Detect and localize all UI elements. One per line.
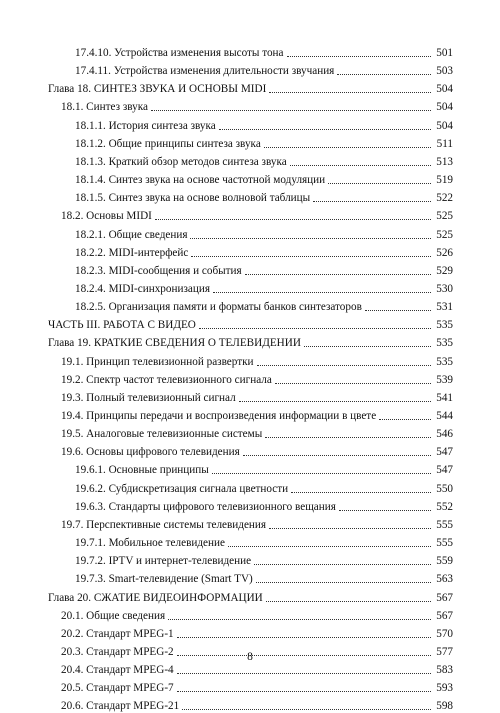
toc-entry <box>75 185 453 205</box>
toc-entry-page: 593 <box>436 682 453 695</box>
toc-entry <box>61 512 453 532</box>
page-number: 8 <box>247 651 253 663</box>
toc-entry <box>48 312 453 332</box>
toc-entry <box>75 548 453 568</box>
dot-leader <box>264 147 431 148</box>
dot-leader <box>228 546 431 547</box>
toc-entry <box>75 113 453 133</box>
toc-entry <box>61 367 453 387</box>
toc-entry-page: 583 <box>436 664 453 677</box>
toc-entry-title: 18.2.1. Общие сведения <box>75 228 188 241</box>
toc-entry <box>75 222 453 242</box>
toc-entry-title: 19.5. Аналоговые телевизионные системы <box>61 428 263 441</box>
toc-entry <box>75 167 453 187</box>
toc-entry-page: 567 <box>436 591 453 604</box>
dot-leader <box>313 201 431 202</box>
toc-entry-page: 570 <box>436 627 453 640</box>
toc-entry <box>75 494 453 514</box>
dot-leader <box>199 328 431 329</box>
toc-entry-page: 541 <box>436 391 453 404</box>
toc-entry <box>61 439 453 459</box>
toc-entry-page: 504 <box>436 83 453 96</box>
dot-leader <box>212 473 431 474</box>
toc-entry <box>75 294 453 314</box>
toc-entry-page: 503 <box>436 65 453 78</box>
toc-entry-title: 20.6. Стандарт MPEG-21 <box>61 700 180 713</box>
toc-entry-title: 19.6.3. Стандарты цифрового телевизионного вещания <box>75 500 336 513</box>
dot-leader <box>177 673 431 674</box>
toc-entry-title: 19.7. Перспективные системы телевидения <box>61 518 267 531</box>
toc-entry-title: 19.7.2. IPTV и интернет-телевидение <box>75 555 252 568</box>
toc-entry-title: 19.7.3. Smart-телевидение (Smart TV) <box>75 573 253 586</box>
toc-entry-page: 539 <box>436 373 453 386</box>
dot-leader <box>182 709 431 710</box>
toc-entry-title: 18.1.5. Синтез звука на основе волновой таблицы <box>75 192 311 205</box>
toc-entry <box>61 94 453 114</box>
toc-entry-title: 18.1.1. История синтеза звука <box>75 119 216 132</box>
toc-entry-title: 20.5. Стандарт MPEG-7 <box>61 682 174 695</box>
toc-entry-title: 18.2.4. MIDI-синхронизация <box>75 282 210 295</box>
toc-entry <box>75 40 453 60</box>
toc-entry-title: 17.4.10. Устройства изменения высоты тона <box>75 47 284 59</box>
toc-entry-page: 546 <box>436 428 453 441</box>
toc-entry-page: 526 <box>436 246 453 259</box>
dot-leader <box>257 365 431 366</box>
dot-leader <box>219 129 431 130</box>
toc-entry <box>75 240 453 260</box>
toc-entry-page: 547 <box>436 464 453 477</box>
toc-entry <box>75 476 453 496</box>
toc-entry-page: 522 <box>436 192 453 205</box>
dot-leader <box>266 601 431 602</box>
toc-entry-page: 598 <box>436 700 453 713</box>
toc-entry-page: 504 <box>436 101 453 114</box>
toc-entry <box>48 76 453 96</box>
dot-leader <box>291 492 431 493</box>
toc-entry-title: 17.4.11. Устройства изменения длительности звучания <box>75 65 335 78</box>
toc-entry-page: 550 <box>436 482 453 495</box>
toc-entry-title: ЧАСТЬ III. РАБОТА С ВИДЕО <box>48 319 196 332</box>
dot-leader <box>245 274 431 275</box>
toc-entry <box>61 675 453 695</box>
toc-entry-title: 18.2.3. MIDI-сообщения и события <box>75 264 242 277</box>
toc-entry-title: 18.1. Синтез звука <box>61 101 148 114</box>
toc-entry-page: 547 <box>436 446 453 459</box>
toc-entry <box>75 530 453 550</box>
dot-leader <box>275 383 431 384</box>
toc-entry <box>61 621 453 641</box>
toc-entry-page: 525 <box>436 210 453 223</box>
toc-entry-page: 535 <box>436 355 453 368</box>
dot-leader <box>269 528 431 529</box>
toc-entry <box>61 603 453 623</box>
toc-entry-page: 525 <box>436 228 453 241</box>
toc-entry-page: 519 <box>436 174 453 187</box>
toc-entry-page: 530 <box>436 282 453 295</box>
toc-entry <box>61 349 453 369</box>
toc-entry-title: 18.1.3. Краткий обзор методов синтеза звука <box>75 155 287 168</box>
toc-entry <box>75 58 453 78</box>
toc-entry-page: 504 <box>436 119 453 132</box>
toc-entry-title: 19.1. Принцип телевизионной развертки <box>61 355 254 368</box>
toc-entry <box>75 566 453 586</box>
toc-entry-title: Глава 18. СИНТЕЗ ЗВУКА И ОСНОВЫ MIDI <box>48 83 267 96</box>
toc-entry-title: 20.2. Стандарт MPEG-1 <box>61 627 174 640</box>
toc-entry-title: 19.2. Спектр частот телевизионного сигнала <box>61 373 272 386</box>
dot-leader <box>365 310 431 311</box>
dot-leader <box>239 401 431 402</box>
toc-entry <box>48 330 453 350</box>
toc-entry <box>75 258 453 278</box>
toc-entry-page: 555 <box>436 518 453 531</box>
toc-entry <box>75 149 453 169</box>
dot-leader <box>287 56 431 57</box>
dot-leader <box>337 74 431 75</box>
toc-entry-title: 19.4. Принципы передачи и воспроизведения информации в цвете <box>61 410 377 422</box>
toc-entry-title: 19.7.1. Мобильное телевидение <box>75 537 225 550</box>
toc-entry-page: 535 <box>436 319 453 332</box>
toc-entry-title: 20.4. Стандарт MPEG-4 <box>61 664 174 677</box>
dot-leader <box>379 419 431 420</box>
toc-entry-title: 19.6. Основы цифрового телевидения <box>61 446 240 459</box>
dot-leader <box>191 256 431 257</box>
toc-entry-page: 559 <box>436 555 453 568</box>
dot-leader <box>151 110 431 111</box>
dot-leader <box>269 92 431 93</box>
toc-entry-page: 552 <box>436 500 453 513</box>
toc-entry-page: 501 <box>436 47 453 59</box>
toc-entry-page: 511 <box>436 137 453 150</box>
toc-entry-page: 577 <box>436 645 453 658</box>
toc-entry <box>75 276 453 296</box>
toc-entry-page: 567 <box>436 609 453 622</box>
toc-entry-title: Глава 19. КРАТКИЕ СВЕДЕНИЯ О ТЕЛЕВИДЕНИИ <box>48 337 301 350</box>
dot-leader <box>155 219 431 220</box>
dot-leader <box>304 346 431 347</box>
toc-entry <box>61 385 453 405</box>
toc-entry-page: 544 <box>436 410 453 422</box>
dot-leader <box>290 165 431 166</box>
dot-leader <box>243 455 431 456</box>
dot-leader <box>328 183 431 184</box>
dot-leader <box>213 292 431 293</box>
toc-entry <box>75 457 453 477</box>
toc-entry-title: 18.2. Основы MIDI <box>61 210 152 223</box>
toc-entry-title: Глава 20. СЖАТИЕ ВИДЕОИНФОРМАЦИИ <box>48 591 263 604</box>
dot-leader <box>177 637 431 638</box>
dot-leader <box>168 619 431 620</box>
toc-entry-page: 513 <box>436 155 453 168</box>
dot-leader <box>256 582 431 583</box>
toc-entry <box>48 585 453 605</box>
toc-entry <box>61 421 453 441</box>
toc-entry-title: 18.2.5. Организация памяти и форматы банков синтезаторов <box>75 301 362 314</box>
toc-entry <box>61 403 453 423</box>
dot-leader <box>177 691 431 692</box>
toc-entry-title: 18.2.2. MIDI-интерфейс <box>75 246 189 259</box>
dot-leader <box>339 510 431 511</box>
toc-entry-page: 535 <box>436 337 453 350</box>
toc-entry <box>75 131 453 151</box>
toc-entry-page: 563 <box>436 573 453 586</box>
toc-entry-page: 531 <box>436 301 453 314</box>
toc-entry-title: 20.1. Общие сведения <box>61 609 166 622</box>
toc-entry-title: 19.6.1. Основные принципы <box>75 464 209 477</box>
toc-entry-title: 19.3. Полный телевизионный сигнал <box>61 391 236 404</box>
toc-entry-title: 19.6.2. Субдискретизация сигнала цветности <box>75 482 289 495</box>
toc-entry-page: 555 <box>436 537 453 550</box>
toc-entry-title: 18.1.2. Общие принципы синтеза звука <box>75 137 261 150</box>
toc-entry-page: 529 <box>436 264 453 277</box>
dot-leader <box>265 437 431 438</box>
toc-entry <box>61 203 453 223</box>
toc-entry <box>61 693 453 713</box>
dot-leader <box>190 238 431 239</box>
toc-entry-title: 18.1.4. Синтез звука на основе частотной модуляции <box>75 174 326 187</box>
toc-entry-title: 20.3. Стандарт MPEG-2 <box>61 645 174 658</box>
dot-leader <box>254 564 431 565</box>
